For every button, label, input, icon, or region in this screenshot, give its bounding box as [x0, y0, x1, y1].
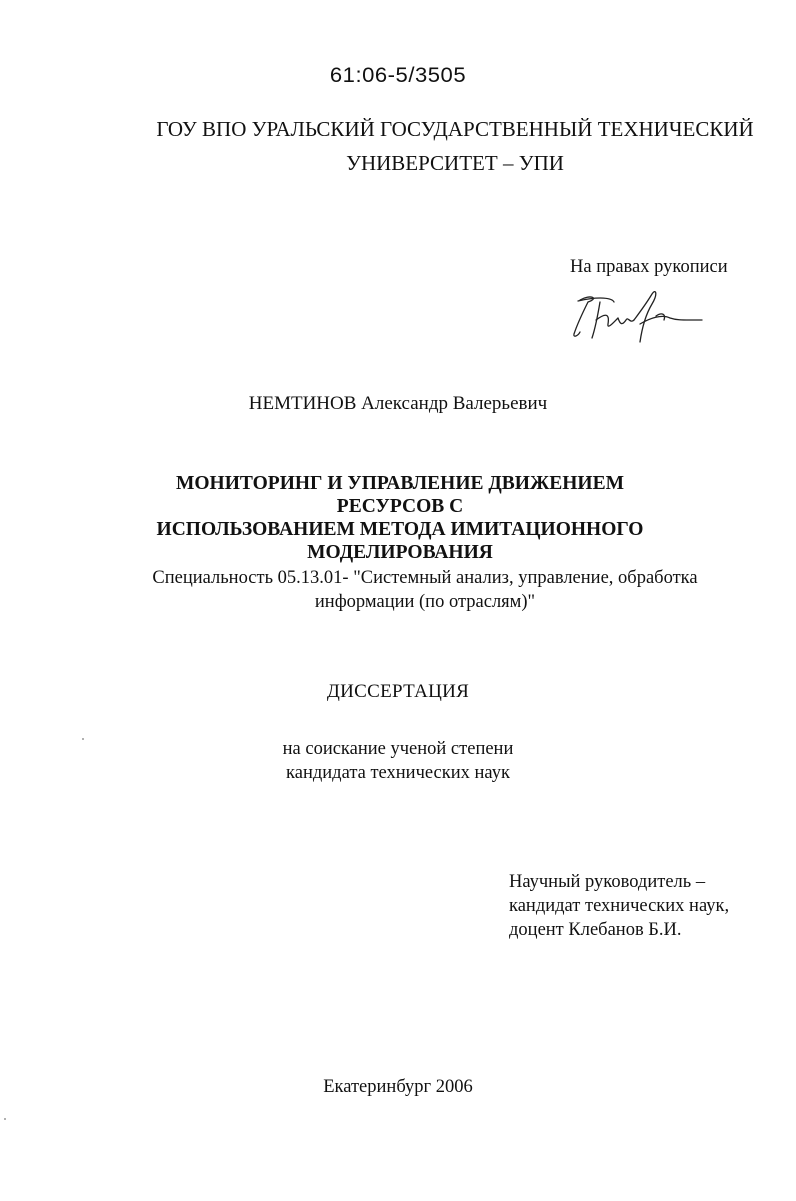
thesis-title [120, 472, 680, 564]
advisor-line-1: Научный руководитель – [509, 872, 706, 892]
specialty-line-2: информации (по отраслям)" [314, 592, 536, 612]
title-line-3: МОДЕЛИРОВАНИЯ [307, 542, 493, 563]
institution-line-2: УНИВЕРСИТЕТ – УПИ [346, 151, 564, 175]
degree-line-2: кандидата технических наук [286, 763, 510, 783]
specialty [100, 566, 750, 614]
library-code: 61:06-5/3505 [329, 64, 467, 87]
degree-line-1: на соискание ученой степени [282, 739, 514, 759]
scan-speck [82, 738, 84, 740]
specialty-line-1: Специальность 05.13.01- "Системный анализ, управление, обработка [152, 568, 698, 588]
advisor-line-3: доцент Клебанов Б.И. [509, 920, 682, 940]
place-and-year: Екатеринбург 2006 [323, 1077, 473, 1097]
title-line-2: ИСПОЛЬЗОВАНИЕМ МЕТОДА ИМИТАЦИОННОГО [156, 519, 644, 540]
document-type: ДИССЕРТАЦИЯ [326, 681, 470, 702]
signature-image [570, 284, 705, 346]
author-name: НЕМТИНОВ Александр Валерьевич [248, 393, 548, 414]
institution-line-1: ГОУ ВПО УРАЛЬСКИЙ ГОСУДАРСТВЕННЫЙ ТЕХНИЧЕСКИЙ [156, 117, 754, 141]
manuscript-note: На правах рукописи [570, 257, 728, 277]
degree-statement [0, 737, 796, 785]
advisor-line-2: кандидат технических наук, [509, 896, 730, 916]
scan-speck [4, 1118, 6, 1120]
institution-name [120, 112, 790, 180]
scientific-advisor [509, 870, 769, 942]
title-line-1: МОНИТОРИНГ И УПРАВЛЕНИЕ ДВИЖЕНИЕМ РЕСУРСОВ С [175, 473, 624, 517]
